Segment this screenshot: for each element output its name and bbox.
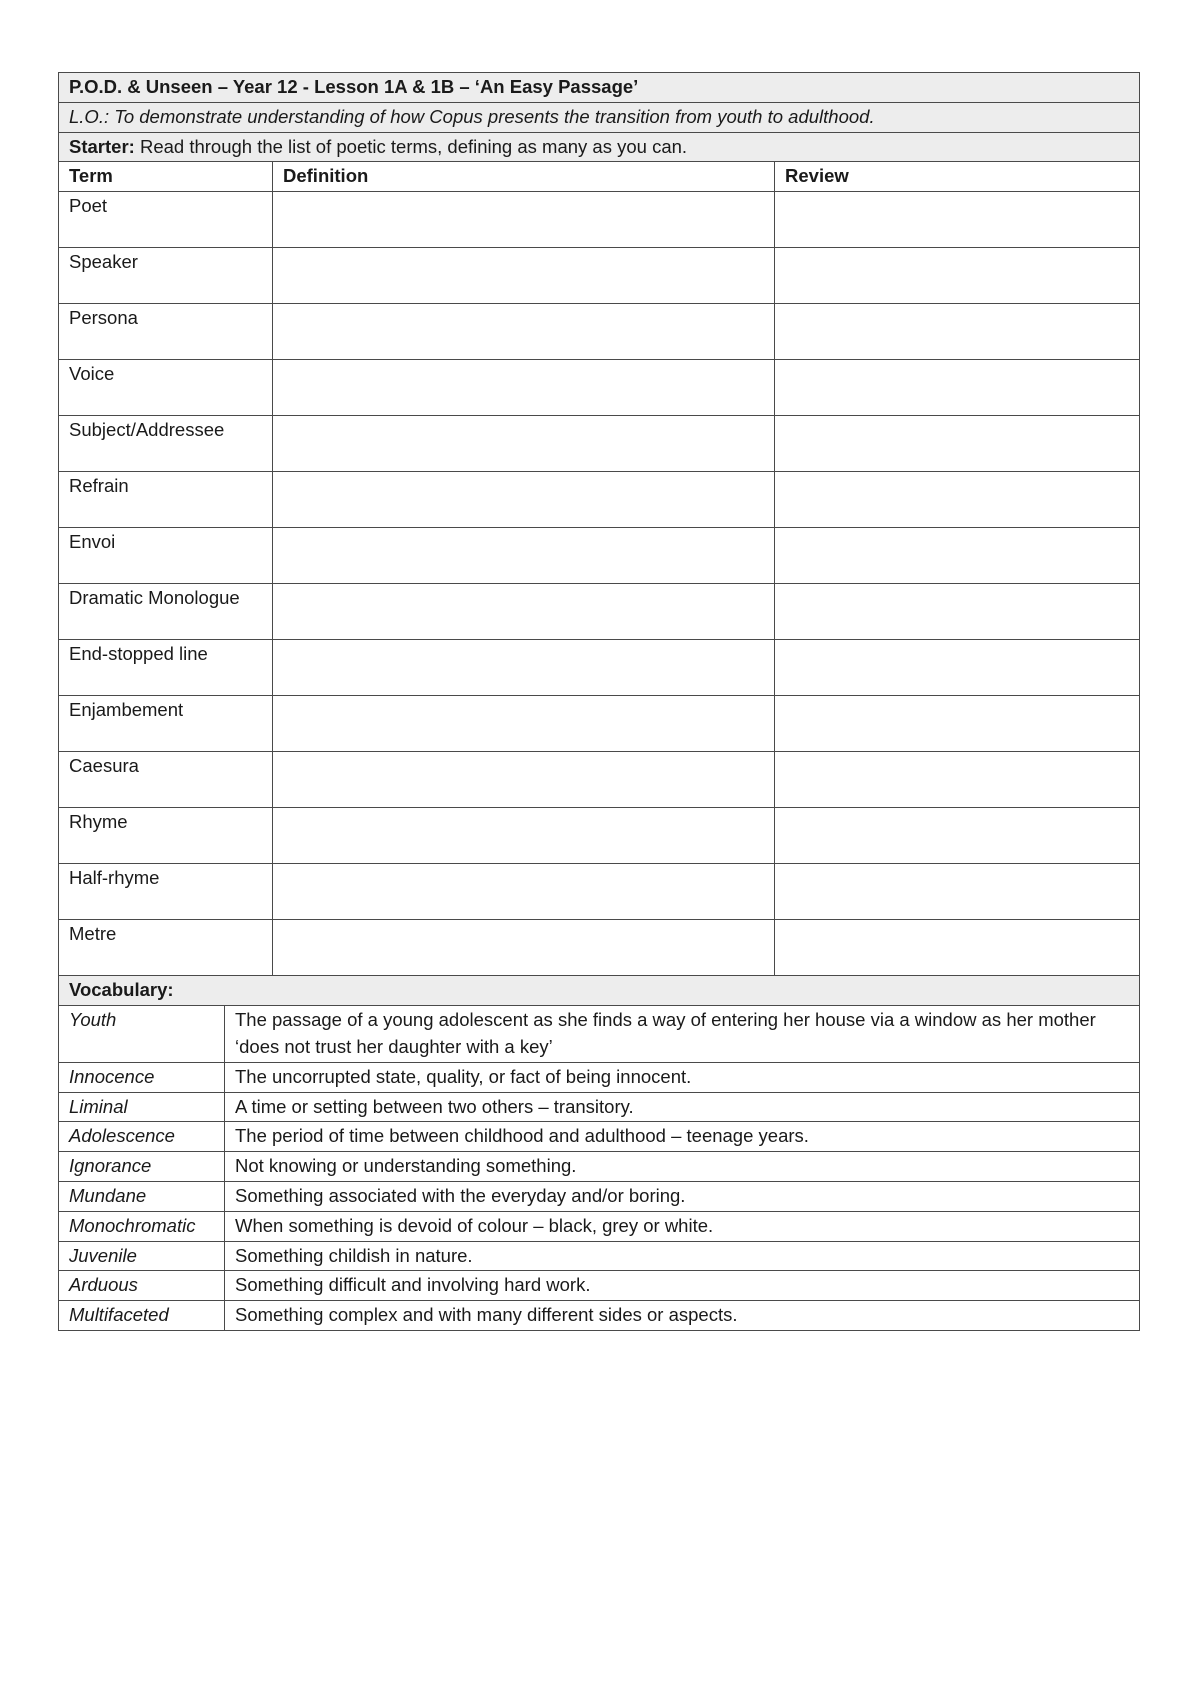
starter-label: Starter:: [69, 135, 135, 157]
term-label: Envoi: [59, 528, 273, 584]
term-label: Poet: [59, 192, 273, 248]
vocabulary-word: Monochromatic: [59, 1211, 225, 1241]
vocabulary-heading: Vocabulary:: [59, 976, 1140, 1006]
review-answer-cell[interactable]: [775, 752, 1140, 808]
learning-objective: L.O.: To demonstrate understanding of how Copus presents the transition from youth to adulthood.: [59, 102, 1140, 132]
definition-answer-cell[interactable]: [273, 304, 775, 360]
review-answer-cell[interactable]: [775, 864, 1140, 920]
definition-answer-cell[interactable]: [273, 640, 775, 696]
review-answer-cell[interactable]: [775, 248, 1140, 304]
vocabulary-word: Arduous: [59, 1271, 225, 1301]
definition-answer-cell[interactable]: [273, 696, 775, 752]
vocabulary-definition: Not knowing or understanding something.: [225, 1152, 1140, 1182]
review-answer-cell[interactable]: [775, 304, 1140, 360]
term-row: [59, 864, 1140, 920]
vocabulary-definition: Something complex and with many different sides or aspects.: [225, 1301, 1140, 1331]
review-answer-cell[interactable]: [775, 192, 1140, 248]
page-title: P.O.D. & Unseen – Year 12 - Lesson 1A & 1B – ‘An Easy Passage’: [59, 73, 1140, 103]
vocabulary-word: Juvenile: [59, 1241, 225, 1271]
term-label: Enjambement: [59, 696, 273, 752]
review-answer-cell[interactable]: [775, 472, 1140, 528]
vocabulary-word: Ignorance: [59, 1152, 225, 1182]
definition-answer-cell[interactable]: [273, 360, 775, 416]
vocabulary-row: [59, 1301, 1140, 1331]
term-row: [59, 528, 1140, 584]
term-label: Subject/Addressee: [59, 416, 273, 472]
vocabulary-definition: The passage of a young adolescent as she finds a way of entering her house via a window as her mother ‘does not trust her daughter with a key’: [225, 1006, 1140, 1063]
review-answer-cell[interactable]: [775, 584, 1140, 640]
term-row: [59, 416, 1140, 472]
term-row: [59, 808, 1140, 864]
review-answer-cell[interactable]: [775, 920, 1140, 976]
definition-answer-cell[interactable]: [273, 584, 775, 640]
vocabulary-header-row: [59, 976, 1140, 1006]
vocabulary-row: [59, 1122, 1140, 1152]
vocabulary-definition: The period of time between childhood and adulthood – teenage years.: [225, 1122, 1140, 1152]
definition-answer-cell[interactable]: [273, 752, 775, 808]
vocabulary-row: [59, 1062, 1140, 1092]
vocabulary-definition: Something associated with the everyday and/or boring.: [225, 1181, 1140, 1211]
vocabulary-word: Mundane: [59, 1181, 225, 1211]
vocabulary-word: Multifaceted: [59, 1301, 225, 1331]
term-label: Metre: [59, 920, 273, 976]
definition-answer-cell[interactable]: [273, 864, 775, 920]
definition-answer-cell[interactable]: [273, 808, 775, 864]
term-label: Half-rhyme: [59, 864, 273, 920]
definition-answer-cell[interactable]: [273, 472, 775, 528]
column-header-definition: Definition: [273, 162, 775, 192]
term-row: [59, 192, 1140, 248]
vocabulary-definition: Something difficult and involving hard work.: [225, 1271, 1140, 1301]
definition-answer-cell[interactable]: [273, 192, 775, 248]
definition-answer-cell[interactable]: [273, 248, 775, 304]
vocabulary-definition: A time or setting between two others – transitory.: [225, 1092, 1140, 1122]
worksheet-body: [59, 73, 1140, 1331]
column-header-term: Term: [59, 162, 273, 192]
vocabulary-word: Youth: [59, 1006, 225, 1063]
vocabulary-definition: The uncorrupted state, quality, or fact of being innocent.: [225, 1062, 1140, 1092]
term-label: Dramatic Monologue: [59, 584, 273, 640]
vocabulary-definition: Something childish in nature.: [225, 1241, 1140, 1271]
term-row: [59, 360, 1140, 416]
column-header-review: Review: [775, 162, 1140, 192]
term-row: [59, 920, 1140, 976]
vocabulary-definition: When something is devoid of colour – black, grey or white.: [225, 1211, 1140, 1241]
vocabulary-row: [59, 1152, 1140, 1182]
definition-answer-cell[interactable]: [273, 416, 775, 472]
vocabulary-word: Adolescence: [59, 1122, 225, 1152]
term-row: [59, 752, 1140, 808]
vocabulary-row: [59, 1271, 1140, 1301]
term-label: Caesura: [59, 752, 273, 808]
review-answer-cell[interactable]: [775, 808, 1140, 864]
review-answer-cell[interactable]: [775, 640, 1140, 696]
starter-text: Read through the list of poetic terms, defining as many as you can.: [134, 135, 688, 157]
starter-instruction: [59, 132, 1140, 162]
term-row: [59, 248, 1140, 304]
term-row: [59, 584, 1140, 640]
definition-answer-cell[interactable]: [273, 528, 775, 584]
term-row: [59, 696, 1140, 752]
vocabulary-row: [59, 1181, 1140, 1211]
term-label: Speaker: [59, 248, 273, 304]
term-label: Persona: [59, 304, 273, 360]
vocabulary-row: [59, 1241, 1140, 1271]
review-answer-cell[interactable]: [775, 528, 1140, 584]
review-answer-cell[interactable]: [775, 360, 1140, 416]
terms-header-row: [59, 162, 1140, 192]
vocabulary-row: [59, 1211, 1140, 1241]
review-answer-cell[interactable]: [775, 416, 1140, 472]
term-label: Rhyme: [59, 808, 273, 864]
term-label: Refrain: [59, 472, 273, 528]
term-row: [59, 640, 1140, 696]
term-row: [59, 304, 1140, 360]
review-answer-cell[interactable]: [775, 696, 1140, 752]
definition-answer-cell[interactable]: [273, 920, 775, 976]
vocabulary-word: Innocence: [59, 1062, 225, 1092]
term-label: End-stopped line: [59, 640, 273, 696]
vocabulary-word: Liminal: [59, 1092, 225, 1122]
worksheet-table: [58, 72, 1140, 1331]
vocabulary-row: [59, 1006, 1140, 1063]
term-row: [59, 472, 1140, 528]
vocabulary-row: [59, 1092, 1140, 1122]
term-label: Voice: [59, 360, 273, 416]
